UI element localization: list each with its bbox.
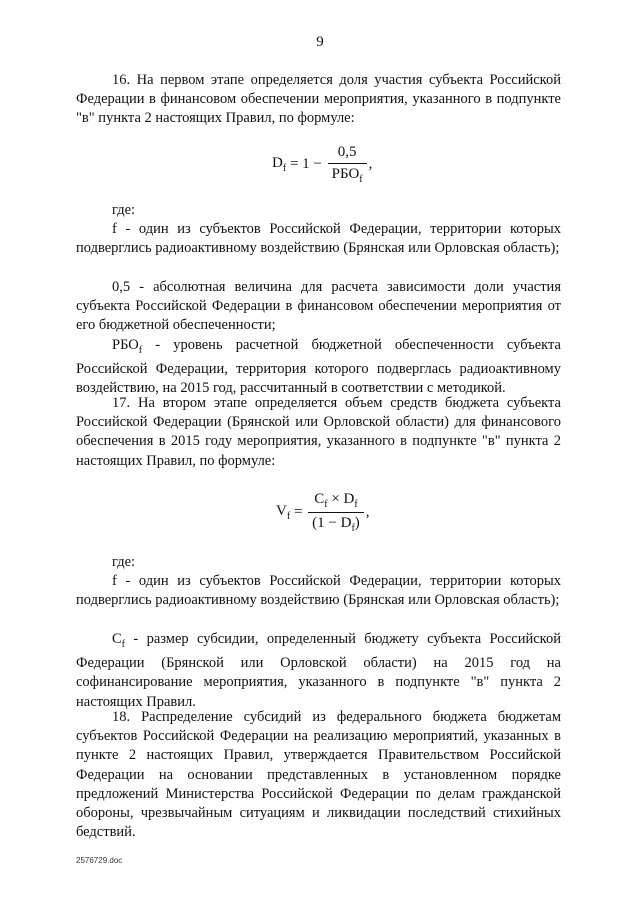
paragraph-18: 18. Распределение субсидий из федерального бюджета бюджетам субъектов Российской Федерации на реализацию мероприятий, указанных в пункте 2 настоящих Правил, утверждается Правительством Российской Федерации на основании представленных в установленном порядке предложений Министерства Российской Федерации по делам гражданской обороны, чрезвычайным ситуациям и ликвидации последствий стихийных бедствий.	[76, 709, 561, 841]
footer-doc-name: 2576729.doc	[76, 856, 123, 865]
paragraph-16: 16. На первом этапе определяется доля участия субъекта Российской Федерации в финансовом обеспечении мероприятия, указанного в подпункте "в" пункта 2 настоящих Правил, по формуле:	[76, 72, 561, 127]
formula2-denominator: $(1 - D_f)$	[308, 512, 364, 534]
definition-rbo: $РБО_f$ - уровень расчетной бюджетной обеспеченности субъекта Российской Федерации, территория которого подверглась радиоактивному воздействию, на 2015 год, рассчитанный в соответствии с методикой.	[76, 337, 561, 397]
formula-tail: ,	[368, 156, 373, 172]
page-number: 9	[316, 34, 324, 50]
formula-volume	[276, 491, 370, 534]
paragraph-17: 17. На втором этапе определяется объем средств бюджета субъекта Российской Федерации (Брянской или Орловской области) для финансового обеспечения в 2015 году мероприятия, указанного в подпункте "в" пункта 2 настоящих Правил, по формуле:	[76, 395, 561, 469]
formula2-eq: =	[290, 504, 307, 520]
definition-f-1: f - один из субъектов Российской Федерации, территории которых подверглись радиоактивному воздействию (Брянская или Орловская область);	[76, 221, 561, 257]
formula-fraction	[328, 144, 367, 185]
formula-lhs: $D_f$	[272, 155, 287, 174]
definition-05: 0,5 - абсолютная величина для расчета зависимости доли участия субъекта Российской Федерации в финансовом обеспечении мероприятия от его бюджетной обеспеченности;	[76, 279, 561, 334]
formula2-numerator: $C_f \times D_f$	[314, 491, 358, 510]
definition-c: $C_f$ - размер субсидии, определенный бюджету субъекта Российской Федерации (Брянской или Орловской области) на 2015 год на софинансирование мероприятия, указанного в подпункте "в" пункта 2 настоящих Правил.	[76, 631, 561, 710]
formula2-lhs: $V_f$	[276, 503, 291, 522]
where-label-1: где:	[112, 202, 136, 218]
formula-share	[272, 144, 372, 185]
formula-numerator: 0,5	[337, 144, 357, 160]
formula-eq: = 1 −	[286, 156, 326, 172]
formula2-tail: ,	[365, 504, 370, 520]
definition-f-2: f - один из субъектов Российской Федерации, территории которых подверглись радиоактивному воздействию (Брянская или Орловская область);	[76, 573, 561, 609]
where-label-2: где:	[112, 554, 136, 570]
formula2-fraction	[308, 491, 364, 534]
formula-denominator: $РБО_f$	[328, 163, 367, 185]
